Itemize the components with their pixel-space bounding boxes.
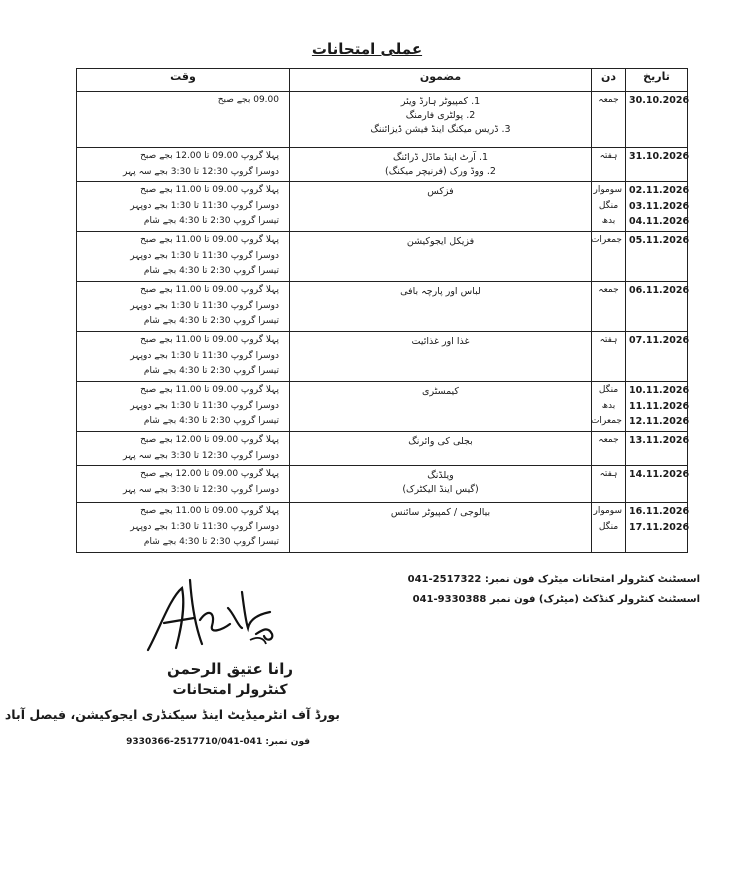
day-line: بدھ [601,216,616,226]
day-cell [592,503,626,553]
time-line: تیسرا گروپ 2:30 تا 4:30 بجے شام [143,366,279,376]
day-line: جمعہ [598,95,619,105]
contact-label: اسسٹنٹ کنٹرولر کنڈکٹ (میٹرک) فون نمبر [489,594,700,605]
time-line: 09.00 بجے صبح [217,95,279,105]
time-line: دوسرا گروپ 11:30 تا 1:30 بجے دوپہر [130,521,279,532]
date-cell [626,148,688,182]
exam-time-cell [77,332,290,382]
time-line: پہلا گروپ 09.00 تا 11.00 بجے صبح [140,185,279,195]
day-cell [592,282,626,332]
subject-cell [290,282,592,332]
time-line: دوسرا گروپ 11:30 تا 1:30 بجے دوپہر [130,400,279,411]
date-line: 12.11.2026 [629,416,690,427]
contact-row-conduct [412,594,700,605]
subject-line: فزکس [427,186,454,197]
day-line: جمعہ [598,435,619,445]
schedule-row [77,92,688,148]
contact-label: اسسٹنٹ کنٹرولر امتحانات میٹرک فون نمبر: [484,574,700,585]
day-line: منگل [598,385,619,395]
date-line: 05.11.2026 [629,235,690,246]
schedule-row [77,382,688,432]
header-day: دن [592,69,626,92]
schedule-row [77,148,688,182]
subject-cell [290,503,592,553]
subject-cell [290,466,592,503]
subject-line: بیالوجی / کمپیوٹر سائنس [390,507,491,518]
date-line: 03.11.2026 [629,200,690,212]
day-cell [592,92,626,148]
exam-schedule-table [76,68,688,553]
exam-time-cell [77,148,290,182]
date-cell [626,382,688,432]
date-cell [626,182,688,232]
time-line: پہلا گروپ 09.00 تا 12.00 بجے صبح [140,435,279,445]
date-line: 02.11.2026 [629,185,690,196]
subject-cell [290,382,592,432]
subject-line: 2. ووڈ ورک (فرنیچر میکنگ) [385,166,496,177]
subject-line: 1. کمپیوٹر ہارڈ ویئر [400,96,481,107]
date-line: 06.11.2026 [629,285,690,296]
contact-number: 041-9330388 [412,594,487,605]
schedule-row [77,332,688,382]
subject-line: بجلی کی وائرنگ [408,436,473,447]
day-line: ہفتہ [599,335,618,345]
day-line: جمعہ [598,285,619,295]
day-line: سوموار [593,185,622,195]
schedule-row [77,432,688,466]
date-line: 17.11.2026 [629,521,690,533]
time-line: پہلا گروپ 09.00 تا 12.00 بجے صبح [140,469,279,479]
header-row [77,69,688,92]
handwritten-signature [130,568,310,663]
day-cell [592,148,626,182]
subject-line: ویلڈنگ [427,470,454,481]
subject-cell [290,432,592,466]
signatory-block [4,568,340,773]
day-cell [592,232,626,282]
time-line: تیسرا گروپ 2:30 تا 4:30 بجے شام [143,316,279,326]
day-line: جمعرات [590,235,622,245]
header-subject: مضمون [290,69,592,92]
date-cell [626,232,688,282]
day-cell [592,466,626,503]
date-cell [626,503,688,553]
day-cell [592,432,626,466]
subject-line: 3. ڈریس میکنگ اینڈ فیشن ڈیزائننگ [370,124,511,135]
exam-time-cell [77,182,290,232]
subject-cell [290,332,592,382]
time-line: دوسرا گروپ 12:30 تا 3:30 بجے سہ پہر [122,484,279,495]
day-line: ہفتہ [599,469,618,479]
time-line: دوسرا گروپ 12:30 تا 3:30 بجے سہ پہر [122,450,279,461]
day-line: سوموار [593,506,622,516]
time-line: دوسرا گروپ 11:30 تا 1:30 بجے دوپہر [130,200,279,211]
day-line: بدھ [601,400,616,411]
day-cell [592,182,626,232]
time-line: پہلا گروپ 09.00 تا 11.00 بجے صبح [140,385,279,395]
exam-time-cell [77,503,290,553]
schedule-row [77,232,688,282]
day-line: منگل [598,200,619,211]
subject-cell [290,92,592,148]
subject-line: 1. آرٹ اینڈ ماڈل ڈرائنگ [392,152,489,163]
day-line: منگل [598,521,619,532]
subject-line: غذا اور غذائیت [411,336,470,347]
date-cell [626,92,688,148]
subject-line: (گیس اینڈ الیکٹرک) [402,484,479,495]
time-line: دوسرا گروپ 11:30 تا 1:30 بجے دوپہر [130,350,279,361]
exam-time-cell [77,466,290,503]
schedule-row [77,466,688,503]
time-line: پہلا گروپ 09.00 تا 11.00 بجے صبح [140,506,279,516]
time-line: پہلا گروپ 09.00 تا 11.00 بجے صبح [140,235,279,245]
date-line: 16.11.2026 [629,506,690,517]
signatory-designation: کنٹرولر امتحانات [172,682,288,698]
page-title: عملی امتحانات [311,40,423,58]
exam-time-cell [77,92,290,148]
time-line: پہلا گروپ 09.00 تا 11.00 بجے صبح [140,335,279,345]
header-time: وقت [77,69,290,92]
time-line: دوسرا گروپ 11:30 تا 1:30 بجے دوپہر [130,250,279,261]
contact-list [407,574,700,614]
signatory-organization: بورڈ آف انٹرمیڈیٹ اینڈ سیکنڈری ایجوکیشن، فیصل آباد [4,707,340,722]
subject-cell [290,148,592,182]
date-line: 30.10.2026 [629,95,690,106]
subject-line: فزیکل ایجوکیشن [406,236,475,247]
signatory-phone: فون نمبر: 041-2517710/041-9330366 [126,737,310,747]
date-cell [626,466,688,503]
signatory-name: رانا عتیق الرحمن [167,660,293,678]
date-cell [626,332,688,382]
day-cell [592,382,626,432]
schedule-row [77,182,688,232]
date-line: 04.11.2026 [629,216,690,227]
header-date: تاریخ [626,69,688,92]
schedule-row [77,503,688,553]
subject-cell [290,182,592,232]
schedule-body [77,92,688,553]
subject-cell [290,232,592,282]
date-line: 13.11.2026 [629,435,690,446]
date-line: 11.11.2026 [629,400,690,412]
exam-time-cell [77,282,290,332]
time-line: دوسرا گروپ 11:30 تا 1:30 بجے دوپہر [130,300,279,311]
date-line: 31.10.2026 [629,151,690,162]
time-line: تیسرا گروپ 2:30 تا 4:30 بجے شام [143,216,279,226]
schedule-row [77,282,688,332]
date-line: 10.11.2026 [629,385,690,396]
contact-row-controller [407,574,700,585]
time-line: دوسرا گروپ 12:30 تا 3:30 بجے سہ پہر [122,166,279,177]
exam-time-cell [77,432,290,466]
time-line: تیسرا گروپ 2:30 تا 4:30 بجے شام [143,416,279,426]
exam-time-cell [77,382,290,432]
contact-number: 041-2517322 [407,574,482,585]
date-cell [626,432,688,466]
subject-line: لباس اور پارچہ بافی [400,286,481,297]
date-line: 14.11.2026 [629,469,690,480]
date-line: 07.11.2026 [629,335,690,346]
date-cell [626,282,688,332]
subject-line: 2. پولٹری فارمنگ [405,110,476,121]
day-line: جمعرات [590,416,622,426]
time-line: پہلا گروپ 09.00 تا 11.00 بجے صبح [140,285,279,295]
time-line: پہلا گروپ 09.00 تا 12.00 بجے صبح [140,151,279,161]
exam-time-cell [77,232,290,282]
time-line: تیسرا گروپ 2:30 تا 4:30 بجے شام [143,537,279,547]
subject-line: کیمسٹری [422,386,459,397]
time-line: تیسرا گروپ 2:30 تا 4:30 بجے شام [143,266,279,276]
day-line: ہفتہ [599,151,618,161]
day-cell [592,332,626,382]
